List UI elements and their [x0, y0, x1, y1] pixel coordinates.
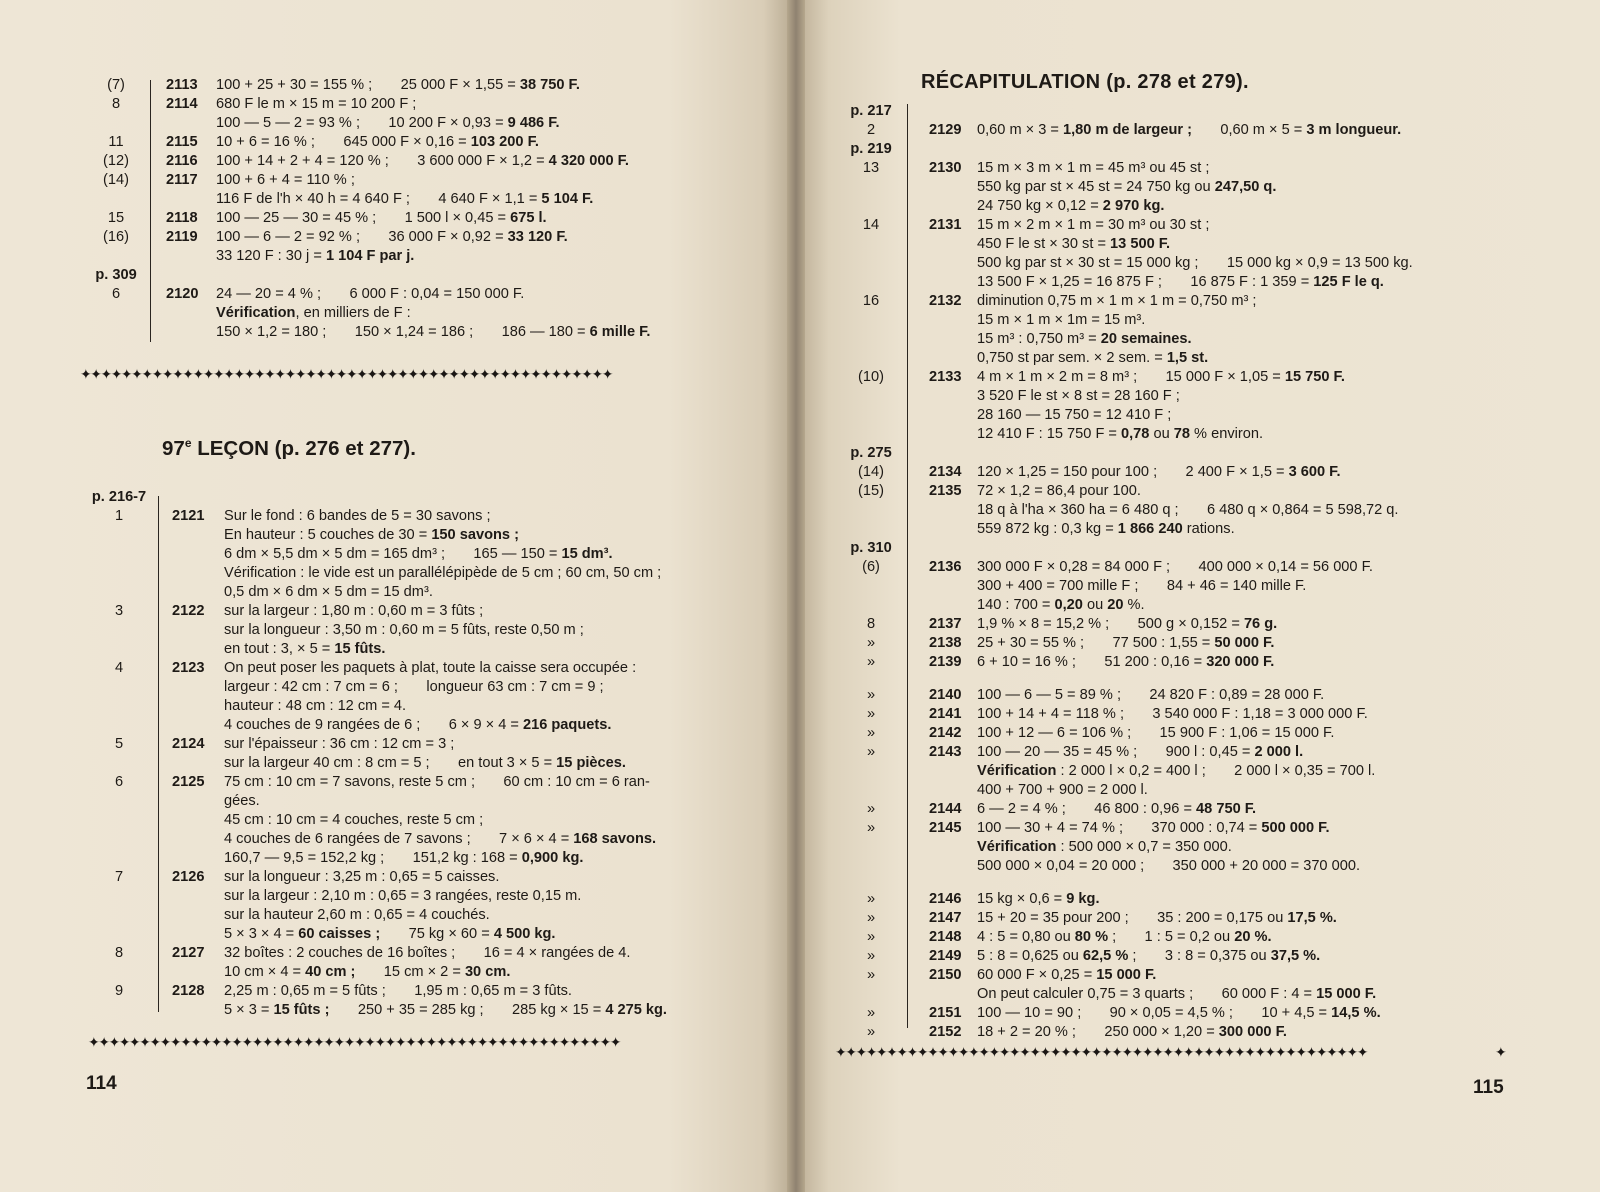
exercise-row [841, 890, 1561, 909]
exercise-row [841, 349, 1561, 368]
exercise-row [841, 159, 1561, 178]
page-reference-row [841, 140, 1561, 159]
exercise-reference: 6 [114, 774, 124, 790]
exercise-row [841, 292, 1561, 311]
exercise-reference: » [866, 706, 876, 722]
solution-text: 559 872 kg : 0,3 kg = 1 866 240 rations. [977, 521, 1235, 537]
problem-number: 2148 [929, 929, 962, 945]
problem-number: 2127 [172, 945, 205, 961]
exercise-row [841, 330, 1561, 349]
exercise-reference: » [866, 948, 876, 964]
exercise-row [841, 928, 1561, 947]
exercise-row [88, 133, 768, 152]
problem-number: 2115 [166, 134, 198, 150]
exercise-row [841, 368, 1561, 387]
exercise-row [841, 463, 1561, 482]
exercise-row [841, 482, 1561, 501]
problem-number: 2114 [166, 96, 198, 112]
solution-text: 4 : 5 = 0,80 ou 80 % ; 1 : 5 = 0,2 ou 20 %. [977, 929, 1272, 945]
exercise-reference: 7 [114, 869, 124, 885]
solution-text: Vérification, en milliers de F : [216, 305, 411, 321]
problem-number: 2152 [929, 1024, 962, 1040]
solution-text: 2,25 m : 0,65 m = 5 fûts ; 1,95 m : 0,65 m = 3 fûts. [224, 983, 572, 999]
problem-number: 2150 [929, 967, 962, 983]
solution-text: 0,60 m × 3 = 1,80 m de largeur ; 0,60 m × 5 = 3 m longueur. [977, 122, 1402, 138]
solution-text: 100 + 25 + 30 = 155 % ; 25 000 F × 1,55 = 38 750 F. [216, 77, 580, 93]
exercise-row [841, 672, 1561, 686]
exercise-row [841, 800, 1561, 819]
solution-text: sur la longueur : 3,25 m : 0,65 = 5 caisses. [224, 869, 500, 885]
solution-text: 0,750 st par sem. × 2 sem. = 1,5 st. [977, 350, 1209, 366]
problem-number: 2131 [929, 217, 962, 233]
solution-text: 6 — 2 = 4 % ; 46 800 : 0,96 = 48 750 F. [977, 801, 1257, 817]
solution-text: 150 × 1,2 = 180 ; 150 × 1,24 = 186 ; 186 — 180 = 6 mille F. [216, 324, 651, 340]
solution-text: 100 — 6 — 2 = 92 % ; 36 000 F × 0,92 = 33 120 F. [216, 229, 568, 245]
solution-text: 4 m × 1 m × 2 m = 8 m³ ; 15 000 F × 1,05 = 15 750 F. [977, 369, 1345, 385]
solution-text: sur la hauteur 2,60 m : 0,65 = 4 couchés. [224, 907, 490, 923]
solution-text: 100 + 14 + 2 + 4 = 120 % ; 3 600 000 F × 1,2 = 4 320 000 F. [216, 153, 629, 169]
solution-text: 140 : 700 = 0,20 ou 20 %. [977, 597, 1145, 613]
exercise-row [88, 545, 778, 564]
exercise-row [88, 602, 778, 621]
solution-text: hauteur : 48 cm : 12 cm = 4. [224, 698, 407, 714]
solution-text: 400 + 700 + 900 = 2 000 l. [977, 782, 1148, 798]
page-reference-row [841, 444, 1561, 463]
exercise-row [88, 697, 778, 716]
exercise-row [88, 171, 768, 190]
exercise-row [841, 1004, 1561, 1023]
exercise-reference: p. 216-7 [91, 489, 147, 505]
exercise-row [841, 311, 1561, 330]
solution-text: 100 + 12 — 6 = 106 % ; 15 900 F : 1,06 = 15 000 F. [977, 725, 1335, 741]
right-page [805, 0, 1600, 1192]
left-page [0, 0, 787, 1192]
exercise-row [841, 273, 1561, 292]
solution-text: 15 m³ : 0,750 m³ = 20 semaines. [977, 331, 1192, 347]
solution-text: 5 : 8 = 0,625 ou 62,5 % ; 3 : 8 = 0,375 ou 37,5 %. [977, 948, 1321, 964]
problem-number: 2113 [166, 77, 198, 93]
problem-number: 2125 [172, 774, 205, 790]
problem-number: 2140 [929, 687, 962, 703]
exercise-reference: » [866, 654, 876, 670]
exercise-row [88, 76, 768, 95]
exercise-row [841, 121, 1561, 140]
solution-text: sur la longueur : 3,50 m : 0,60 m = 5 fûts, reste 0,50 m ; [224, 622, 584, 638]
exercise-row [88, 754, 778, 773]
ornament-divider-bottom: ✦✦✦✦✦✦✦✦✦✦✦✦✦✦✦✦✦✦✦✦✦✦✦✦✦✦✦✦✦✦✦✦✦✦✦✦✦✦✦✦✦✦✦✦✦✦✦✦✦✦✦✦ [88, 1034, 620, 1050]
problem-number: 2122 [172, 603, 205, 619]
exercise-reference: 5 [114, 736, 124, 752]
problem-number: 2128 [172, 983, 205, 999]
exercise-row [88, 95, 768, 114]
exercise-reference: 8 [866, 616, 876, 632]
exercise-reference: » [866, 635, 876, 651]
solution-text: sur la largeur 40 cm : 8 cm = 5 ; en tout 3 × 5 = 15 pièces. [224, 755, 626, 771]
ornament-divider-bottom: ✦✦✦✦✦✦✦✦✦✦✦✦✦✦✦✦✦✦✦✦✦✦✦✦✦✦✦✦✦✦✦✦✦✦✦✦✦✦✦✦✦✦✦✦✦✦✦✦✦✦✦✦ [835, 1044, 1367, 1060]
exercise-reference: (6) [862, 559, 880, 575]
exercise-reference: (7) [107, 77, 125, 93]
solution-text: 10 + 6 = 16 % ; 645 000 F × 0,16 = 103 200 F. [216, 134, 539, 150]
exercise-reference: p. 219 [850, 141, 892, 157]
solution-text: sur l'épaisseur : 36 cm : 12 cm = 3 ; [224, 736, 455, 752]
book-gutter [787, 0, 805, 1192]
solution-text: 0,5 dm × 6 dm × 5 dm = 15 dm³. [224, 584, 433, 600]
solution-text: 6 + 10 = 16 % ; 51 200 : 0,16 = 320 000 F. [977, 654, 1275, 670]
exercise-row [88, 152, 768, 171]
exercise-row [841, 743, 1561, 762]
exercise-row [841, 501, 1561, 520]
exercise-reference: 1 [114, 508, 124, 524]
solution-text: 100 + 14 + 4 = 118 % ; 3 540 000 F : 1,18 = 3 000 000 F. [977, 706, 1368, 722]
exercise-row [88, 564, 778, 583]
ornament-divider-top: ✦✦✦✦✦✦✦✦✦✦✦✦✦✦✦✦✦✦✦✦✦✦✦✦✦✦✦✦✦✦✦✦✦✦✦✦✦✦✦✦✦✦✦✦✦✦✦✦✦✦✦✦ [80, 366, 612, 382]
exercise-row [88, 659, 778, 678]
solution-text: 32 boîtes : 2 couches de 16 boîtes ; 16 = 4 × rangées de 4. [224, 945, 631, 961]
problem-number: 2144 [929, 801, 962, 817]
exercise-row [841, 1023, 1561, 1042]
exercise-list-recap [841, 102, 1561, 1042]
solution-text: largeur : 42 cm : 7 cm = 6 ; longueur 63 cm : 7 cm = 9 ; [224, 679, 604, 695]
exercise-reference: » [866, 725, 876, 741]
exercise-row [88, 963, 778, 982]
exercise-row [88, 868, 778, 887]
exercise-reference: » [866, 801, 876, 817]
exercise-row [88, 190, 768, 209]
exercise-row [88, 507, 778, 526]
exercise-reference: 8 [111, 96, 121, 112]
exercise-row [88, 621, 778, 640]
solution-text: 4 couches de 6 rangées de 7 savons ; 7 × 6 × 4 = 168 savons. [224, 831, 657, 847]
problem-number: 2136 [929, 559, 962, 575]
problem-number: 2133 [929, 369, 962, 385]
problem-number: 2132 [929, 293, 962, 309]
exercise-reference: » [866, 910, 876, 926]
exercise-reference: (14) [103, 172, 129, 188]
exercise-row [88, 1001, 778, 1020]
exercise-reference: » [866, 820, 876, 836]
solution-text: 24 — 20 = 4 % ; 6 000 F : 0,04 = 150 000 F. [216, 286, 525, 302]
exercise-row [88, 906, 778, 925]
exercise-row [88, 526, 778, 545]
exercise-reference: 4 [114, 660, 124, 676]
solution-text: 10 cm × 4 = 40 cm ; 15 cm × 2 = 30 cm. [224, 964, 511, 980]
solution-text: 300 000 F × 0,28 = 84 000 F ; 400 000 × 0,14 = 56 000 F. [977, 559, 1373, 575]
exercise-row [841, 235, 1561, 254]
ornament-end: ✦ [1495, 1044, 1506, 1060]
recap-title: RÉCAPITULATION (p. 278 et 279). [921, 71, 1249, 93]
solution-text: 300 + 400 = 700 mille F ; 84 + 46 = 140 mille F. [977, 578, 1307, 594]
exercise-row [841, 985, 1561, 1004]
column-rule [150, 80, 151, 342]
exercise-row [841, 876, 1561, 890]
exercise-row [841, 197, 1561, 216]
exercise-row [88, 716, 778, 735]
exercise-row [841, 762, 1561, 781]
exercise-row [841, 216, 1561, 235]
solution-text: 100 — 20 — 35 = 45 % ; 900 l : 0,45 = 2 000 l. [977, 744, 1304, 760]
exercise-row [841, 596, 1561, 615]
problem-number: 2118 [166, 210, 198, 226]
solution-text: sur la largeur : 1,80 m : 0,60 m = 3 fûts ; [224, 603, 484, 619]
exercise-row [88, 228, 768, 247]
problem-number: 2121 [172, 508, 205, 524]
solution-text: On peut calculer 0,75 = 3 quarts ; 60 000 F : 4 = 15 000 F. [977, 986, 1377, 1002]
exercise-row [841, 653, 1561, 672]
exercise-row [841, 406, 1561, 425]
exercise-row [88, 792, 778, 811]
exercise-row [88, 285, 768, 304]
problem-number: 2147 [929, 910, 962, 926]
solution-text: 100 + 6 + 4 = 110 % ; [216, 172, 355, 188]
problem-number: 2151 [929, 1005, 962, 1021]
exercise-row [841, 387, 1561, 406]
problem-number: 2149 [929, 948, 962, 964]
page-number: 115 [1473, 1077, 1504, 1098]
solution-text: 15 m × 1 m × 1m = 15 m³. [977, 312, 1146, 328]
page-reference-row [88, 488, 778, 507]
exercise-row [841, 686, 1561, 705]
exercise-row [88, 887, 778, 906]
exercise-reference: » [866, 929, 876, 945]
exercise-row [841, 947, 1561, 966]
exercise-row [88, 830, 778, 849]
exercise-row [88, 678, 778, 697]
problem-number: 2119 [166, 229, 198, 245]
exercise-row [88, 735, 778, 754]
exercise-row [841, 178, 1561, 197]
solution-text: Sur le fond : 6 bandes de 5 = 30 savons ; [224, 508, 491, 524]
exercise-row [841, 615, 1561, 634]
lesson-number: 97 [162, 436, 185, 460]
exercise-reference: p. 217 [850, 103, 892, 119]
exercise-row [88, 849, 778, 868]
problem-number: 2143 [929, 744, 962, 760]
problem-number: 2146 [929, 891, 962, 907]
exercise-row [88, 583, 778, 602]
exercise-reference: » [866, 687, 876, 703]
exercise-reference: (16) [103, 229, 129, 245]
solution-text: 60 000 F × 0,25 = 15 000 F. [977, 967, 1157, 983]
exercise-reference: » [866, 1024, 876, 1040]
solution-text: 116 F de l'h × 40 h = 4 640 F ; 4 640 F × 1,1 = 5 104 F. [216, 191, 594, 207]
exercise-reference: 3 [114, 603, 124, 619]
solution-text: 3 520 F le st × 8 st = 28 160 F ; [977, 388, 1180, 404]
solution-text: Vérification : 2 000 l × 0,2 = 400 l ; 2 000 l × 0,35 = 700 l. [977, 763, 1376, 779]
solution-text: 120 × 1,25 = 150 pour 100 ; 2 400 F × 1,5 = 3 600 F. [977, 464, 1341, 480]
exercise-row [841, 857, 1561, 876]
exercise-reference: (12) [103, 153, 129, 169]
problem-number: 2141 [929, 706, 962, 722]
solution-text: 75 cm : 10 cm = 7 savons, reste 5 cm ; 60 cm : 10 cm = 6 ran- [224, 774, 650, 790]
problem-number: 2130 [929, 160, 962, 176]
solution-text: diminution 0,75 m × 1 m × 1 m = 0,750 m³ ; [977, 293, 1257, 309]
exercise-row [841, 634, 1561, 653]
page-reference-row [841, 102, 1561, 121]
solution-text: 100 — 10 = 90 ; 90 × 0,05 = 4,5 % ; 10 + 4,5 = 14,5 %. [977, 1005, 1381, 1021]
exercise-row [841, 781, 1561, 800]
exercise-reference: p. 275 [850, 445, 892, 461]
solution-text: 33 120 F : 30 j = 1 104 F par j. [216, 248, 415, 264]
exercise-row [841, 909, 1561, 928]
exercise-row [88, 304, 768, 323]
solution-text: 18 q à l'ha × 360 ha = 6 480 q ; 6 480 q × 0,864 = 5 598,72 q. [977, 502, 1399, 518]
problem-number: 2134 [929, 464, 962, 480]
problem-number: 2124 [172, 736, 205, 752]
solution-text: en tout : 3, × 5 = 15 fûts. [224, 641, 386, 657]
exercise-row [841, 819, 1561, 838]
problem-number: 2123 [172, 660, 205, 676]
exercise-row [841, 705, 1561, 724]
solution-text: En hauteur : 5 couches de 30 = 150 savons ; [224, 527, 519, 543]
exercise-reference: 15 [107, 210, 125, 226]
exercise-row [841, 577, 1561, 596]
solution-text: 28 160 — 15 750 = 12 410 F ; [977, 407, 1172, 423]
problem-number: 2139 [929, 654, 962, 670]
exercise-reference: 8 [114, 945, 124, 961]
exercise-reference: 6 [111, 286, 121, 302]
solution-text: 450 F le st × 30 st = 13 500 F. [977, 236, 1171, 252]
exercise-row [88, 114, 768, 133]
exercise-row [88, 323, 768, 342]
exercise-reference: (10) [858, 369, 884, 385]
solution-text: 24 750 kg × 0,12 = 2 970 kg. [977, 198, 1165, 214]
solution-text: 1,9 % × 8 = 15,2 % ; 500 g × 0,152 = 76 g. [977, 616, 1278, 632]
problem-number: 2135 [929, 483, 962, 499]
solution-text: 5 × 3 × 4 = 60 caisses ; 75 kg × 60 = 4 500 kg. [224, 926, 556, 942]
exercise-row [841, 838, 1561, 857]
exercise-reference: (14) [858, 464, 884, 480]
solution-text: 13 500 F × 1,25 = 16 875 F ; 16 875 F : 1 359 = 125 F le q. [977, 274, 1384, 290]
exercise-reference: » [866, 891, 876, 907]
exercise-row [88, 982, 778, 1001]
exercise-reference: 14 [862, 217, 880, 233]
lesson-number-suffix: e [184, 436, 192, 450]
problem-number: 2145 [929, 820, 962, 836]
problem-number: 2137 [929, 616, 962, 632]
exercise-row [88, 944, 778, 963]
solution-text: 100 — 6 — 5 = 89 % ; 24 820 F : 0,89 = 28 000 F. [977, 687, 1325, 703]
exercise-row [841, 966, 1561, 985]
lesson-title-text: LEÇON (p. 276 et 277). [191, 436, 416, 460]
exercise-reference: p. 310 [850, 540, 892, 556]
solution-text: 5 × 3 = 15 fûts ; 250 + 35 = 285 kg ; 285 kg × 15 = 4 275 kg. [224, 1002, 667, 1018]
problem-number: 2116 [166, 153, 198, 169]
exercise-row [841, 425, 1561, 444]
exercise-reference: 16 [862, 293, 880, 309]
solution-text: 550 kg par st × 45 st = 24 750 kg ou 247,50 q. [977, 179, 1277, 195]
solution-text: 500 kg par st × 30 st = 15 000 kg ; 15 000 kg × 0,9 = 13 500 kg. [977, 255, 1413, 271]
solution-text: 15 m × 2 m × 1 m = 30 m³ ou 30 st ; [977, 217, 1210, 233]
solution-text: 100 — 25 — 30 = 45 % ; 1 500 l × 0,45 = 675 l. [216, 210, 547, 226]
solution-text: 25 + 30 = 55 % ; 77 500 : 1,55 = 50 000 F. [977, 635, 1275, 651]
exercise-reference: 9 [114, 983, 124, 999]
page-reference-row [88, 266, 768, 285]
problem-number: 2142 [929, 725, 962, 741]
exercise-row [841, 558, 1561, 577]
exercise-reference: (15) [858, 483, 884, 499]
problem-number: 2120 [166, 286, 199, 302]
exercise-row [88, 925, 778, 944]
solution-text: 100 — 30 + 4 = 74 % ; 370 000 : 0,74 = 500 000 F. [977, 820, 1330, 836]
lesson-title [162, 436, 416, 461]
exercise-row [841, 520, 1561, 539]
solution-text: 45 cm : 10 cm = 4 couches, reste 5 cm ; [224, 812, 484, 828]
exercise-reference: 11 [108, 134, 124, 150]
exercise-row [88, 247, 768, 266]
exercise-row [88, 811, 778, 830]
solution-text: 680 F le m × 15 m = 10 200 F ; [216, 96, 417, 112]
exercise-reference: » [866, 1005, 876, 1021]
column-rule [907, 104, 908, 1028]
exercise-row [88, 640, 778, 659]
exercise-row [841, 254, 1561, 273]
solution-text: 18 + 2 = 20 % ; 250 000 × 1,20 = 300 000 F. [977, 1024, 1287, 1040]
solution-text: 4 couches de 9 rangées de 6 ; 6 × 9 × 4 = 216 paquets. [224, 717, 612, 733]
exercise-row [88, 209, 768, 228]
problem-number: 2117 [166, 172, 198, 188]
solution-text: 15 + 20 = 35 pour 200 ; 35 : 200 = 0,175 ou 17,5 %. [977, 910, 1337, 926]
solution-text: Vérification : le vide est un parallélépipède de 5 cm ; 60 cm, 50 cm ; [224, 565, 662, 581]
solution-text: 72 × 1,2 = 86,4 pour 100. [977, 483, 1141, 499]
solution-text: 6 dm × 5,5 dm × 5 dm = 165 dm³ ; 165 — 150 = 15 dm³. [224, 546, 613, 562]
solution-text: 500 000 × 0,04 = 20 000 ; 350 000 + 20 000 = 370 000. [977, 858, 1361, 874]
solution-text: Vérification : 500 000 × 0,7 = 350 000. [977, 839, 1232, 855]
solution-text: 100 — 5 — 2 = 93 % ; 10 200 F × 0,93 = 9 486 F. [216, 115, 560, 131]
solution-text: On peut poser les paquets à plat, toute la caisse sera occupée : [224, 660, 637, 676]
solution-text: 15 kg × 0,6 = 9 kg. [977, 891, 1100, 907]
exercise-reference: 13 [862, 160, 880, 176]
exercise-reference: 2 [866, 122, 876, 138]
solution-text: 160,7 — 9,5 = 152,2 kg ; 151,2 kg : 168 = 0,900 kg. [224, 850, 584, 866]
exercise-list-lesson [88, 488, 778, 1020]
solution-text: sur la largeur : 2,10 m : 0,65 = 3 rangées, reste 0,15 m. [224, 888, 582, 904]
page-number: 114 [86, 1073, 117, 1094]
solution-text: gées. [224, 793, 260, 809]
page-reference-row [841, 539, 1561, 558]
exercise-reference: » [866, 744, 876, 760]
solution-text: 15 m × 3 m × 1 m = 45 m³ ou 45 st ; [977, 160, 1210, 176]
problem-number: 2129 [929, 122, 962, 138]
problem-number: 2126 [172, 869, 205, 885]
problem-number: 2138 [929, 635, 962, 651]
exercise-reference: p. 309 [95, 267, 137, 283]
exercise-row [88, 773, 778, 792]
exercise-list-top [88, 76, 768, 342]
exercise-reference: » [866, 967, 876, 983]
solution-text: 12 410 F : 15 750 F = 0,78 ou 78 % environ. [977, 426, 1264, 442]
column-rule [158, 496, 159, 1012]
exercise-row [841, 724, 1561, 743]
